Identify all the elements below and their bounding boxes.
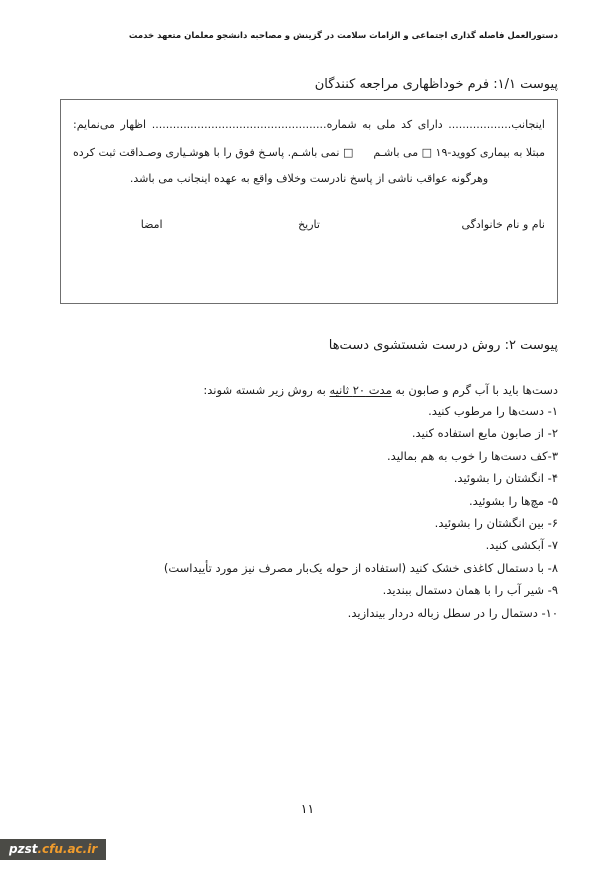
name-fill-dots: .................. — [448, 118, 512, 131]
handwash-intro-line — [203, 383, 558, 397]
signature-sign-label: امضا — [140, 218, 163, 231]
handwash-step: ۱۰- دستمال را در سطل زباله دردار بیندازید. — [347, 605, 558, 620]
handwash-step: ۴- انگشتان را بشوئید. — [453, 471, 558, 486]
covid-negative-label: نمی باشـم. پاسـخ فوق را با هوشـیاری وصـداقت ثبت کرده — [73, 146, 343, 159]
declare-label: اظهار می‌نمایم: — [73, 118, 152, 131]
signature-fullname-label: نام و نام خانوادگی — [461, 218, 545, 231]
covid-status-line — [73, 143, 545, 162]
handwash-intro-end: به روش زیر شسته شوند: — [203, 383, 330, 397]
handwash-step: ۷- آبکشی کنید. — [485, 538, 558, 553]
handwash-step: ۳-کف دست‌ها را خوب به هم بمالید. — [387, 448, 558, 463]
checkbox-negative-icon: □ — [342, 146, 354, 159]
handwash-step: ۶- بین انگشتان را بشوئید. — [434, 516, 558, 531]
checkbox-positive-icon: □ — [421, 146, 433, 159]
form-name-label: اینجانب — [511, 118, 545, 131]
self-declaration-form-box — [60, 99, 558, 304]
watermark-suffix: .cfu.ac.ir — [37, 842, 98, 856]
document-header: دستورالعمل فاصله گذاری اجتماعی و الزامات سلامت در گزینش و مصاحبه دانشجو معلمان متعهد خدمت — [128, 31, 558, 41]
covid-statement-text: مبتلا به بیماری کووید-۱۹ — [432, 146, 545, 159]
handwash-step: ۵- مچ‌ها را بشوئید. — [469, 493, 558, 508]
handwash-step: ۹- شیر آب را با همان دستمال ببندید. — [382, 583, 558, 598]
national-id-fill-dots: .................................................. — [151, 118, 327, 131]
page-number: ۱۱ — [300, 801, 315, 816]
handwash-intro-start: دست‌ها باید با آب گرم و صابون به — [391, 383, 558, 397]
handwash-step: ۸- با دستمال کاغذی خشک کنید (استفاده از حوله یک‌بار مصرف نیز مورد تأییداست) — [163, 560, 558, 575]
national-id-label: دارای کد ملی به شماره — [326, 118, 449, 131]
handwash-duration: مدت ۲۰ ثانیه — [329, 383, 392, 397]
form-identity-line — [73, 115, 545, 134]
appendix2-title: پیوست ۲: روش درست شستشوی دست‌ها — [328, 338, 558, 353]
handwash-step: ۱- دست‌ها را مرطوب کنید. — [428, 404, 558, 418]
site-watermark — [0, 839, 106, 860]
watermark-prefix: pzst — [9, 842, 38, 856]
signature-row — [73, 215, 545, 234]
consequence-statement: وهرگونه عواقب ناشی از پاسخ نادرست وخلاف واقع به عهده اینجانب می باشد. — [129, 172, 489, 185]
handwash-steps-list — [57, 400, 558, 624]
signature-date-label: تاریخ — [298, 218, 320, 231]
handwash-step: ۲- از صابون مایع استفاده کنید. — [411, 426, 558, 441]
covid-positive-label: می باشـم — [373, 146, 422, 159]
appendix1-title: پیوست ۱/۱: فرم خوداظهاری مراجعه کنندگان — [314, 77, 558, 92]
